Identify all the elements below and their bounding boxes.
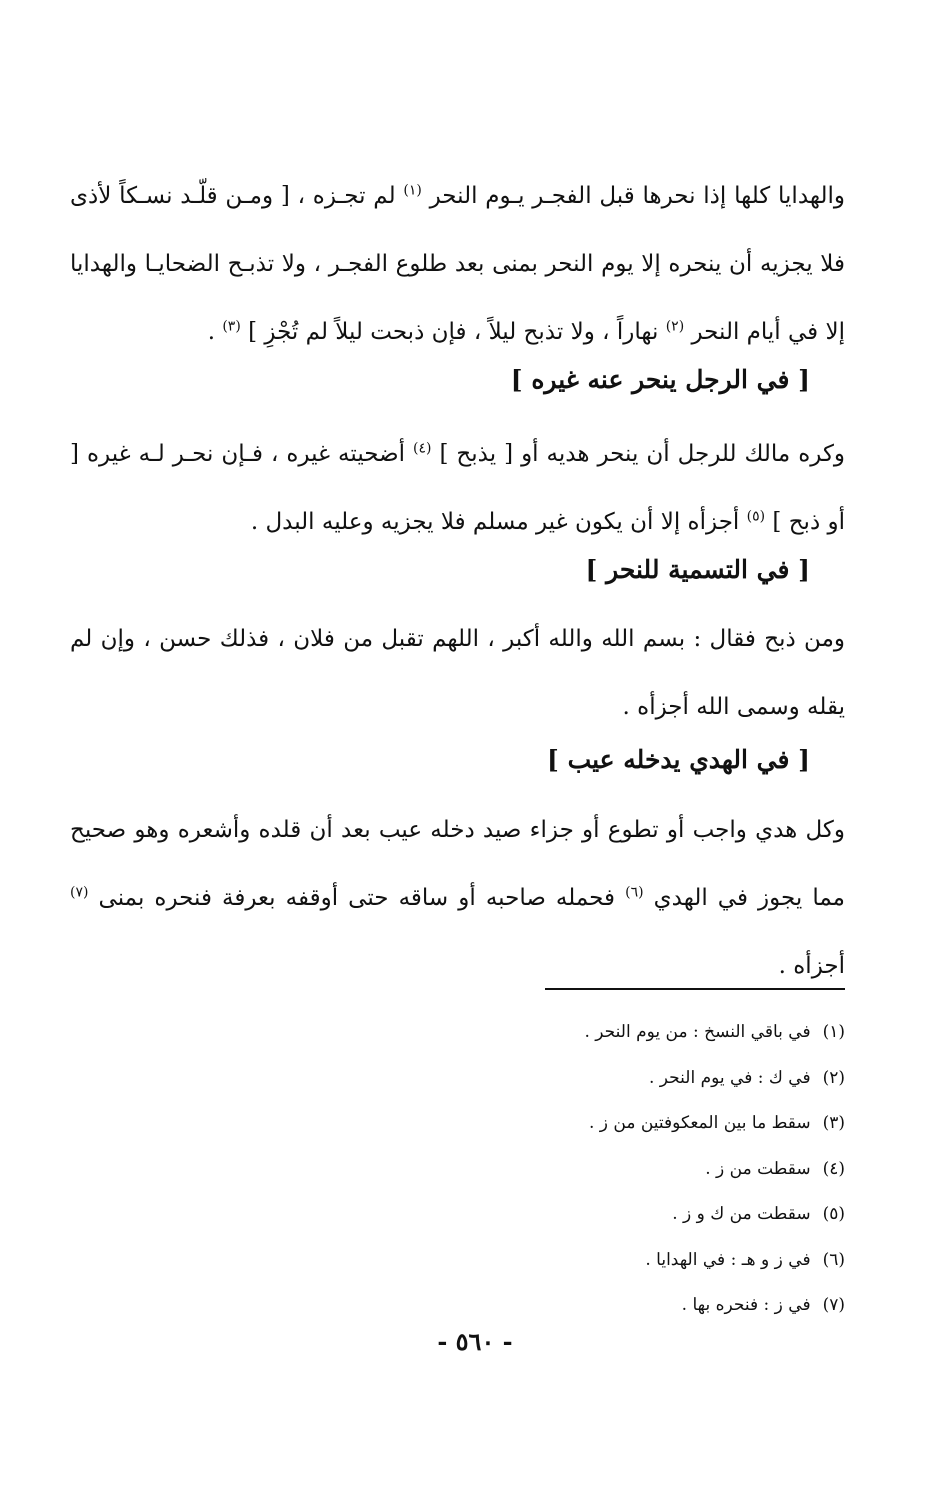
paragraph-2	[70, 420, 845, 556]
paragraph-2-part-b: أضحيته غيره ، فـإن نحـر لـه غيره [ أو ذبح ]	[70, 441, 845, 535]
paragraph-1	[70, 162, 845, 366]
section-heading-3: [ في الهدي يدخله عيب ]	[547, 745, 810, 774]
paragraph-3-text: ومن ذبح فقال : بسم الله والله أكبر ، اللهم تقبل من فلان ، فذلك حسن ، وإن لم يقله وسمى الله أجزأه .	[70, 626, 845, 720]
footnote-number: (٧)	[822, 1295, 845, 1315]
footnotes-list	[345, 1010, 845, 1329]
footnote-number: (٥)	[822, 1204, 845, 1224]
footnote-text: سقط ما بين المعكوفتين من ز .	[588, 1113, 811, 1133]
footnote-item	[345, 1101, 845, 1147]
footnote-number: (٢)	[822, 1067, 845, 1088]
footnote-item	[345, 1238, 845, 1284]
section-heading-1: [ في الرجل ينحر عنه غيره ]	[510, 365, 810, 394]
footnote-number: (١)	[822, 1022, 845, 1042]
paragraph-1-part-d: .	[207, 319, 216, 345]
paragraph-3	[70, 605, 845, 741]
footnote-item	[345, 1192, 845, 1238]
footnote-text: في باقي النسخ : من يوم النحر .	[584, 1022, 811, 1042]
footnote-ref-4: (٤)	[413, 440, 432, 457]
paragraph-1-part-c: نهاراً ، ولا تذبح ليلاً ، فإن ذبحت ليلاً لم تُجْزِ ]	[248, 319, 659, 345]
paragraph-1-part-b: لم تجـزه ، [ ومـن قلّـد نسـكاً لأذى فلا يجزيه أن ينحره إلا يوم النحر بمنى بعد طلوع الفجـر ، ولا تذبـح الضحايـا والهدايا إلا في أيام النحر	[70, 183, 845, 345]
paragraph-4-part-b: فحمله صاحبه أو ساقه حتى أوقفه بعرفة فنحره بمنى	[98, 885, 616, 911]
footnote-number: (٤)	[822, 1158, 845, 1179]
footnote-text: سقطت من ك و ز .	[672, 1204, 811, 1224]
footnote-ref-7: (٧)	[70, 884, 89, 901]
footnote-number: (٦)	[822, 1249, 845, 1270]
paragraph-4	[70, 796, 845, 1000]
footnote-ref-3: (٣)	[222, 318, 241, 335]
paragraph-4-part-c: أجزأه .	[778, 953, 845, 979]
page-number: - ٥٦٠ -	[437, 1327, 513, 1356]
footnote-text: في ز : فنحره بها .	[681, 1295, 811, 1315]
paragraph-2-part-c: أجزأه إلا أن يكون غير مسلم فلا يجزيه وعليه البدل .	[250, 509, 740, 535]
section-heading-2: [ في التسمية للنحر ]	[585, 555, 810, 584]
paragraph-2-part-a: وكره مالك للرجل أن ينحر هديه أو [ يذبح ]	[439, 441, 846, 467]
footnote-ref-1: (١)	[403, 182, 422, 199]
footnote-item	[345, 1010, 845, 1056]
footnote-item	[345, 1147, 845, 1193]
footnote-item	[345, 1056, 845, 1102]
footnote-ref-6: (٦)	[625, 884, 644, 901]
footnote-number: (٣)	[822, 1113, 845, 1133]
paragraph-1-part-a: والهدايا كلها إذا نحرها قبل الفجـر يـوم النحر	[429, 183, 845, 209]
footnote-text: سقطت من ز .	[705, 1158, 811, 1179]
paragraph-4-part-a: وكل هدي واجب أو تطوع أو جزاء صيد دخله عيب بعد أن قلده وأشعره وهو صحيح مما يجوز في الهدي	[70, 817, 845, 911]
footnote-divider	[545, 988, 845, 990]
footnote-ref-2: (٢)	[665, 318, 685, 335]
footnote-ref-5: (٥)	[746, 508, 766, 525]
footnote-text: في ك : في يوم النحر .	[648, 1067, 811, 1088]
footnote-text: في ز و هـ : في الهدايا .	[645, 1249, 811, 1270]
